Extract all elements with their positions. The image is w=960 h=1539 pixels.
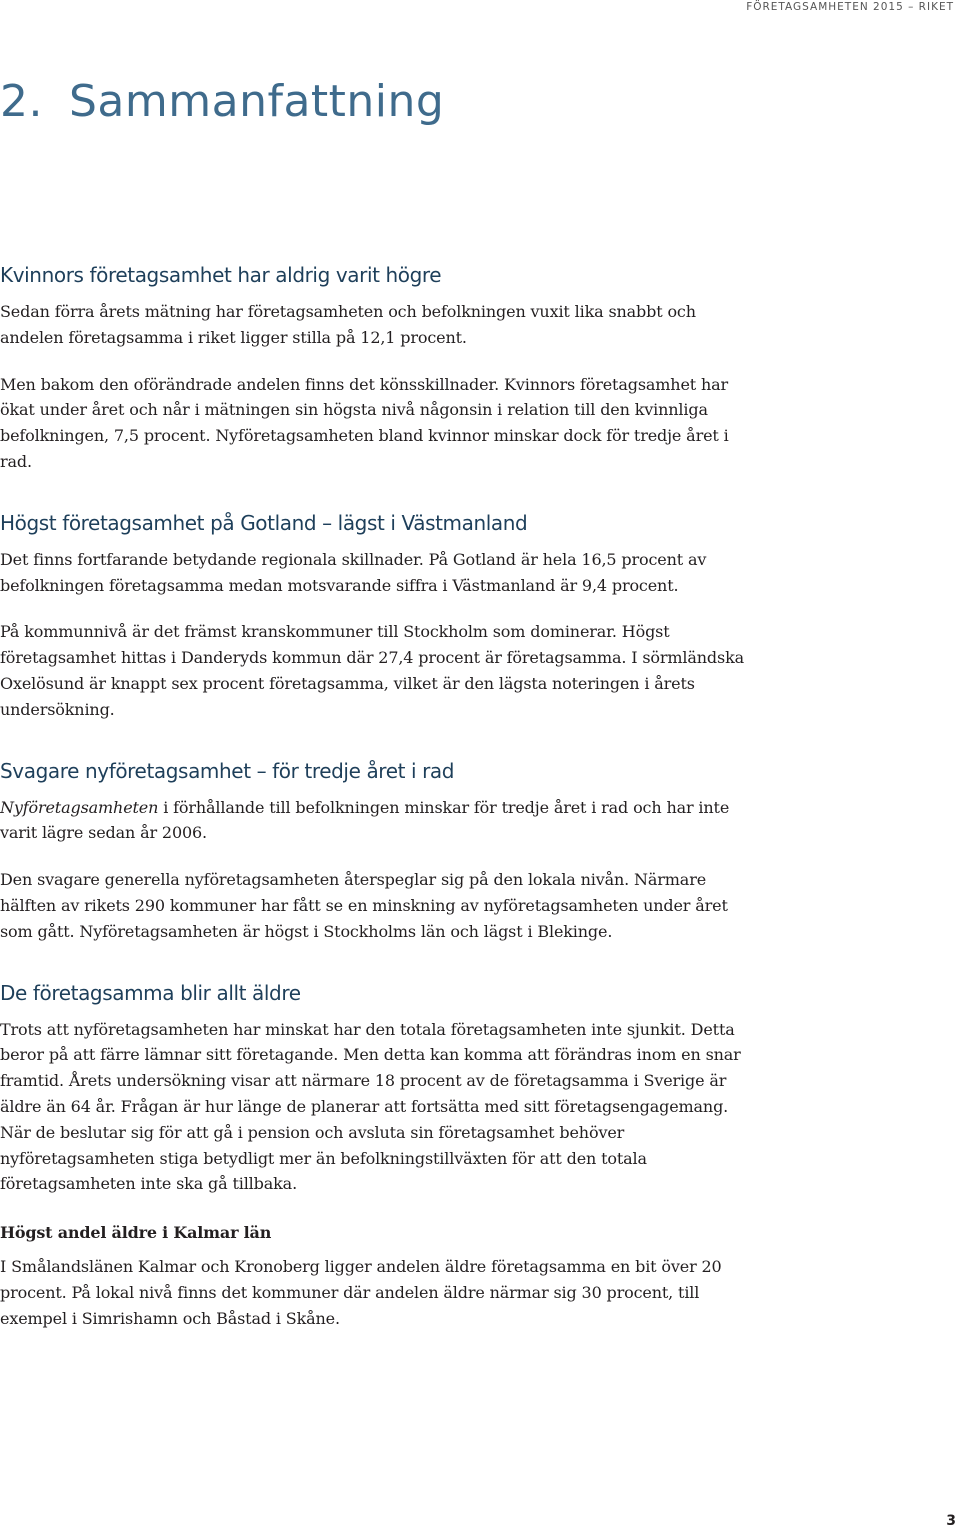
main-content — [0, 262, 745, 1331]
paragraph: Den svagare generella nyföretagsamheten återspeglar sig på den lokala nivån. Närmare hälften av rikets 290 kommuner har fått se en minskning av nyföretagsamheten under året som gått. Nyföretagsamheten är högst i Stockholms län och lägst i Blekinge. — [0, 870, 728, 941]
subheading-kalmar: Högst andel äldre i Kalmar län — [0, 1223, 272, 1243]
paragraph: På kommunnivå är det främst kranskommuner till Stockholm som dominerar. Högst företagsamhet hittas i Danderyds kommun där 27,4 procent är företagsamma. I sörmländska Oxelösund är knappt sex procent företagsamma, vilket är den lägsta noteringen i årets undersökning. — [0, 622, 745, 719]
running-header: FÖRETAGSAMHETEN 2015 – RIKET — [746, 1, 954, 13]
section-heading-regional: Högst företagsamhet på Gotland – lägst i Västmanland — [0, 510, 528, 535]
paragraph: Det finns fortfarande betydande regionala skillnader. På Gotland är hela 16,5 procent av befolkningen företagsamma medan motsvarande siffra i Västmanland är 9,4 procent. — [0, 549, 707, 595]
page-number: 3 — [946, 1513, 956, 1529]
section-heading-aldre: De företagsamma blir allt äldre — [0, 980, 301, 1005]
paragraph: Men bakom den oförändrade andelen finns det könsskillnader. Kvinnors företagsamhet har ökat under året och når i mätningen sin högsta nivå någonsin i relation till den kvinnliga befolkningen, 7,5 procent. Nyföretagsamheten bland kvinnor minskar dock för tredje året i rad. — [0, 374, 729, 471]
paragraph: Trots att nyföretagsamheten har minskat har den totala företagsamheten inte sjunkit. Detta beror på att färre lämnar sitt företagande. Men detta kan komma att förändras inom en snar framtid. Årets undersökning visar att närmare 18 procent av de företagsamma i Sverige är äldre än 64 år. Frågan är hur länge de planerar att fortsätta med sitt företagsengagemang. När de beslutar sig för att gå i pension och avsluta sin företagsamhet behöver nyföretagsamheten stiga betydligt mer än befolkningstillväxten för att den totala företagsamheten inte ska gå tillbaka. — [0, 1019, 741, 1194]
emphasis-term: Nyföretagsamheten — [0, 797, 159, 817]
section-heading-nyforetagsamhet: Svagare nyföretagsamhet – för tredje året i rad — [0, 758, 455, 783]
paragraph: I Smålandslänen Kalmar och Kronoberg ligger andelen äldre företagsamma en bit över 20 procent. På lokal nivå finns det kommuner där andelen äldre närmar sig 30 procent, till exempel i Simrishamn och Båstad i Skåne. — [0, 1256, 722, 1328]
paragraph — [0, 795, 745, 847]
section-heading-kvinnors: Kvinnors företagsamhet har aldrig varit högre — [0, 263, 442, 287]
chapter-number: 2. — [0, 76, 43, 127]
paragraph: Sedan förra årets mätning har företagsamheten och befolkningen vuxit lika snabbt och andelen företagsamma i riket ligger stilla på 12,1 procent. — [0, 302, 696, 347]
paragraph-text: i förhållande till befolkningen minskar för tredje året i rad och har inte varit lägre sedan år 2006. — [0, 797, 730, 843]
chapter-title — [0, 72, 444, 132]
chapter-title-text: Sammanfattning — [68, 76, 445, 127]
